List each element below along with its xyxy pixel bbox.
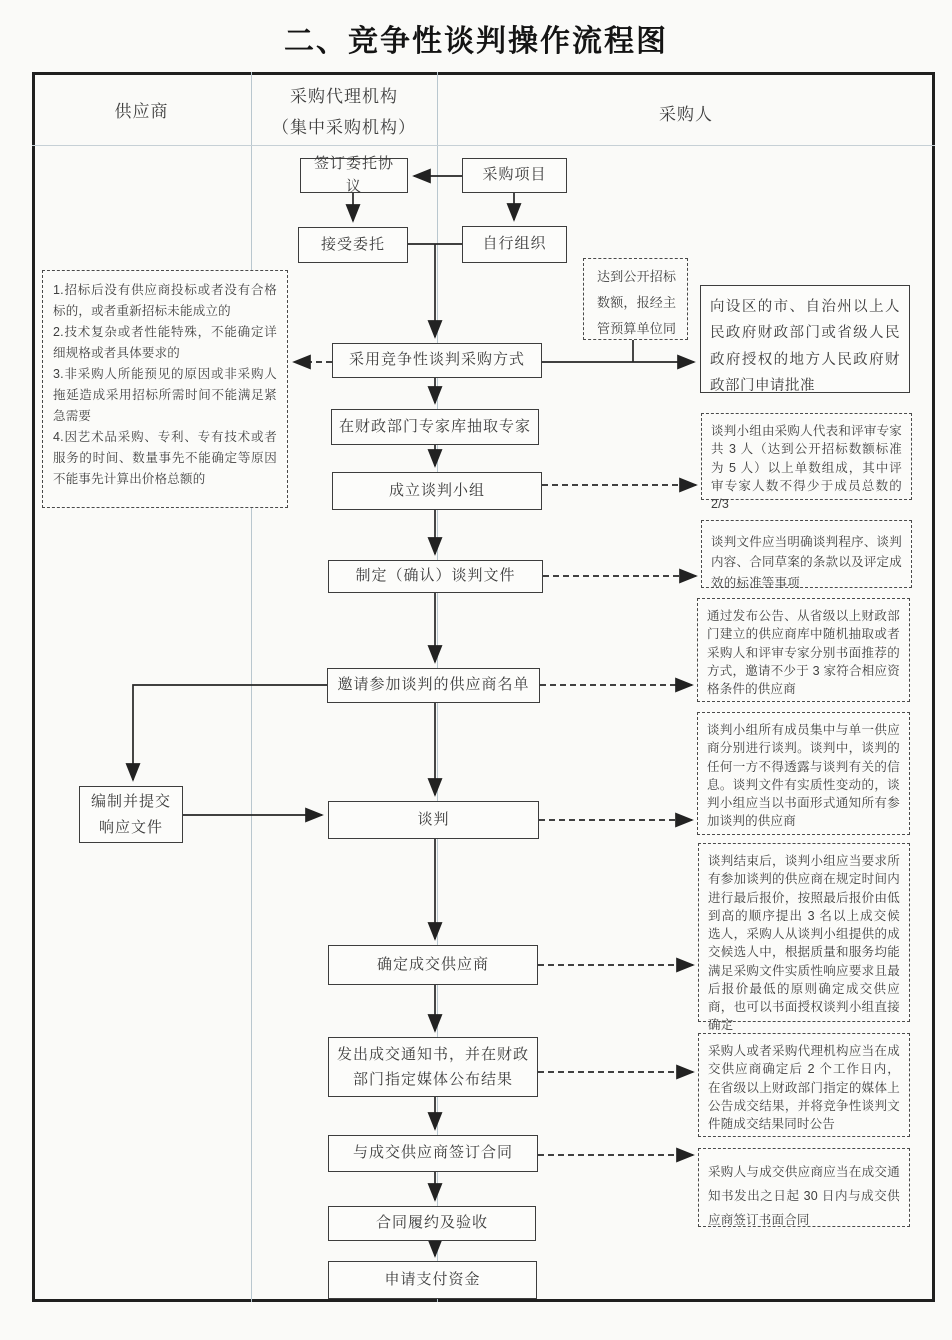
column-header-agency: 采购代理机构 （集中采购机构）	[272, 87, 416, 137]
node-negotiation: 谈判	[328, 801, 539, 839]
column-divider-1	[251, 72, 252, 1302]
node-determine-supplier: 确定成交供应商	[328, 945, 538, 985]
note-contract-deadline: 采购人与成交供应商应当在成交通知书发出之日起 30 日内与成交供应商签订书面合同	[698, 1148, 910, 1227]
node-self-organize: 自行组织	[462, 226, 567, 263]
header-divider	[32, 145, 935, 146]
note-threshold: 达到公开招标 数额，报经主 管预算单位同	[583, 258, 688, 340]
note-condition-3: 3.非采购人所能预见的原因或非采购人拖延造成采用招标所需时间不能满足紧急需要	[53, 367, 277, 423]
note-condition-4: 4.因艺术品采购、专利、专有技术或者服务的时间、数量事先不能确定等原因不能事先计算出价格总额的	[53, 430, 277, 486]
node-adopt-method: 采用竞争性谈判采购方式	[332, 343, 542, 378]
node-contract-performance: 合同履约及验收	[328, 1206, 536, 1241]
note-invitation-method: 通过发布公告、从省级以上财政部门建立的供应商库中随机抽取或者采购人和评审专家分别书面推荐的方式，邀请不少于 3 家符合相应资格条件的供应商	[697, 598, 910, 702]
node-procurement-project: 采购项目	[462, 158, 567, 193]
page-title: 二、竞争性谈判操作流程图	[284, 25, 668, 58]
node-issue-notice: 发出成交通知书，并在财政部门指定媒体公布结果	[328, 1037, 538, 1097]
node-sign-contract: 与成交供应商签订合同	[328, 1135, 538, 1172]
note-condition-2: 2.技术复杂或者性能特殊，不能确定详细规格或者具体要求的	[53, 325, 277, 360]
node-extract-experts: 在财政部门专家库抽取专家	[331, 409, 539, 445]
note-final-quote: 谈判结束后，谈判小组应当要求所有参加谈判的供应商在规定时间内进行最后报价，按照最后报价由低到高的顺序提出 3 名以上成交候选人，采购人从谈判小组提供的成交候选人中，根据质量和服务均能满足采购文件实质性响应要求且最后报价最低的原则确定成交供应商，也可以书面授权谈判小组直接确定	[698, 843, 910, 1022]
note-conditions	[42, 270, 288, 508]
column-header-supplier: 供应商	[114, 102, 169, 121]
column-header-purchaser: 采购人	[659, 105, 713, 124]
node-accept-entrustment: 接受委托	[298, 227, 408, 263]
node-request-payment: 申请支付资金	[328, 1261, 537, 1299]
note-announcement: 采购人或者采购代理机构应当在成交供应商确定后 2 个工作日内，在省级以上财政部门指定的媒体上公告成交结果，并将竞争性谈判文件随成交结果同时公告	[698, 1033, 910, 1137]
node-apply-approval: 向设区的市、自治州以上人民政府财政部门或省级人民政府授权的地方人民政府财政部门申请批准	[700, 285, 910, 393]
node-prepare-response: 编制并提交 响应文件	[79, 786, 183, 843]
note-doc-requirements: 谈判文件应当明确谈判程序、谈判内容、合同草案的条款以及评定成效的标准等事项	[701, 520, 912, 588]
node-form-group: 成立谈判小组	[332, 472, 542, 510]
node-draft-docs: 制定（确认）谈判文件	[328, 560, 543, 593]
node-invite-list: 邀请参加谈判的供应商名单	[327, 668, 540, 703]
note-group-composition: 谈判小组由采购人代表和评审专家共 3 人（达到公开招标数额标准为 5 人）以上单数组成，其中评审专家人数不得少于成员总数的 2/3	[701, 413, 912, 500]
note-negotiation-rules: 谈判小组所有成员集中与单一供应商分别进行谈判。谈判中，谈判的任何一方不得透露与谈判有关的信息。谈判文件有实质性变动的，谈判小组应当以书面形式通知所有参加谈判的供应商	[697, 712, 910, 835]
node-sign-agreement: 签订委托协议	[300, 158, 408, 193]
note-condition-1: 1.招标后没有供应商投标或者没有合格标的，或者重新招标未能成立的	[53, 283, 277, 318]
